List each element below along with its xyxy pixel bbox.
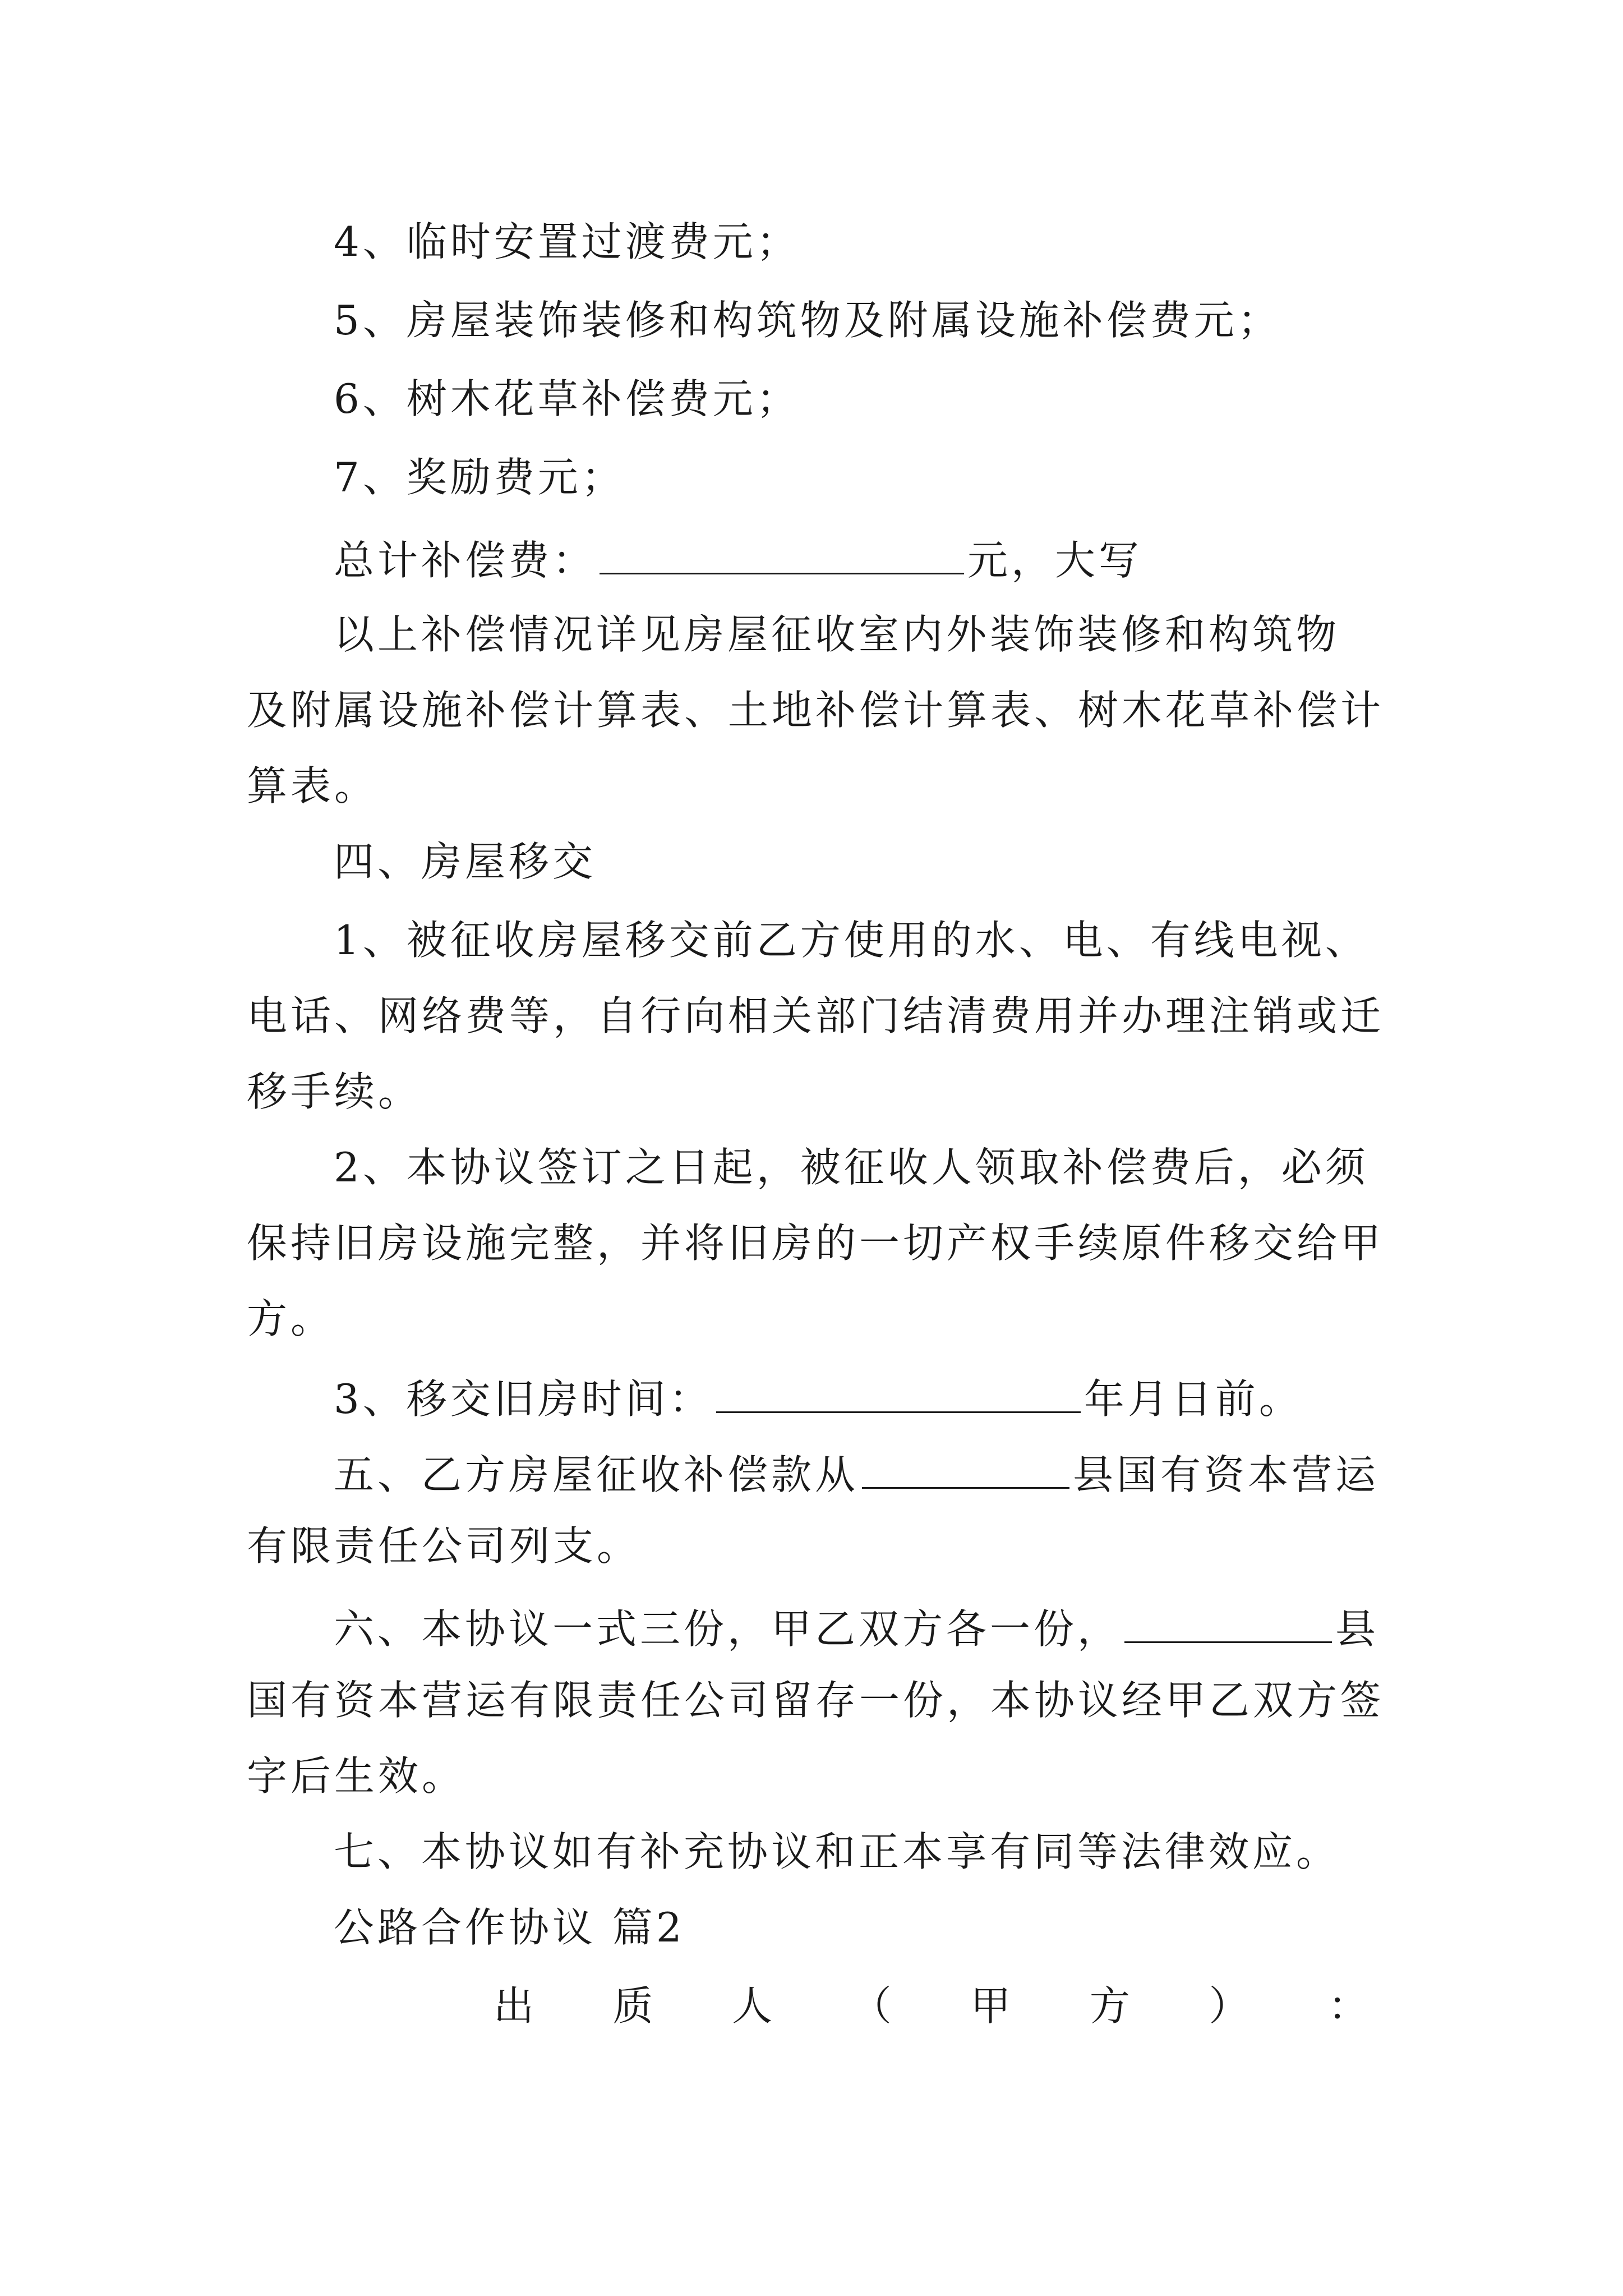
pledgor-char: 甲 [970,1982,1011,2030]
pledgor-char: ： [1327,1982,1368,2030]
total-suffix: 元，大写 [967,537,1143,584]
pledgor-char: 方 [1089,1982,1130,2030]
s4-1-line-3: 移手续。 [247,1068,422,1115]
s4-1-line-2: 电话、网络费等，自行向相关部门结清费用并办理注销或迁 [247,992,1385,1039]
section-7: 七、本协议如有补充协议和正本享有同等法律效应。 [334,1828,1340,1875]
s6-suffix: 县 [1335,1605,1380,1653]
s4-2-line-1: 2、本协议签订之日起，被征收人领取补偿费后，必须 [334,1144,1369,1191]
total-label: 总计补偿费： [334,537,597,584]
pledgor-char: 质 [612,1982,653,2030]
s5-county-blank [862,1450,1069,1489]
detail-line-2: 及附属设施补偿计算表、土地补偿计算表、树木花草补偿计 [247,687,1385,734]
s6-county-blank [1124,1604,1332,1643]
pledgor-char: 出 [494,1982,534,2030]
s4-2-line-2: 保持旧房设施完整，并将旧房的一切产权手续原件移交给甲 [247,1220,1385,1267]
s5-prefix: 五、乙方房屋征收补偿款从 [334,1451,859,1498]
total-amount-blank [600,536,964,574]
s5-suffix: 县国有资本营运 [1073,1451,1380,1498]
item-5: 5、房屋装饰装修和构筑物及附属设施补偿费元； [334,297,1281,344]
section-5-line-1 [0,1450,1623,1498]
item-4: 4、临时安置过渡费元； [334,218,800,265]
handover-time-blank [716,1374,1081,1413]
item-6: 6、树木花草补偿费元； [334,375,800,422]
s4-1-line-1: 1、被征收房屋移交前乙方使用的水、电、有线电视、 [334,917,1369,964]
s4-3-line [0,1374,1623,1423]
s4-2-line-3: 方。 [247,1295,335,1342]
pledgor-char: （ [851,1982,892,2030]
item-7: 7、奖励费元； [334,454,625,501]
pledgor-party-a-line [494,1982,1368,2030]
s6-prefix: 六、本协议一式三份，甲乙双方各一份， [334,1605,1122,1653]
section-4-title: 四、房屋移交 [334,838,597,885]
pledgor-char: 人 [732,1982,773,2030]
section-6-line-3: 字后生效。 [247,1752,466,1800]
pledgor-char: ） [1209,1982,1249,2030]
section-5-line-2: 有限责任公司列支。 [247,1522,641,1570]
section-6-line-1 [0,1604,1623,1653]
handover-time-label: 3、移交旧房时间： [334,1375,713,1423]
section-6-line-2: 国有资本营运有限责任公司留存一份，本协议经甲乙双方签 [247,1677,1385,1724]
handover-time-suffix: 年月日前。 [1083,1375,1303,1423]
detail-line-1: 以上补偿情况详见房屋征收室内外装饰装修和构筑物 [334,611,1340,658]
detail-line-3: 算表。 [247,762,379,809]
total-compensation-line [0,536,1623,584]
heading-part-2: 公路合作协议 篇2 [334,1904,685,1951]
